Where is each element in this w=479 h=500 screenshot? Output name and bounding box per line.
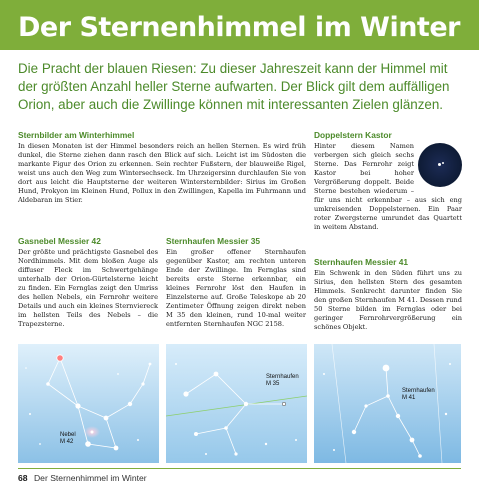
gemini-map-label-line2: M 35 (266, 381, 280, 387)
gemini-star-map (166, 344, 307, 463)
section-body-m35: Ein großer offener Sternhaufen gegenüber Kastor, am rechten unteren Ende der Zwillinge. Im Fernglas sind bereits erste Sterne erkennbar, ein kleines Fernrohr löst den Haufen in Einzelsterne auf. Große Teleskope ab 20 Zentimeter Öffnung zeigen direkt neben M 35 den kleinen, rund 10-mal weiter entfernten Sternhaufen NGC 2158. (166, 248, 306, 328)
kastor-star-b (442, 162, 444, 164)
section-title-m41: Sternhaufen Messier 41 (314, 257, 409, 267)
page-footer (18, 473, 147, 483)
section-body-sternbilder: In diesen Monaten ist der Himmel besonders reich an hellen Sternen. Es wird früh dunkel, die Sterne ziehen dann rasch den Blick auf sich. Leicht ist im Südosten die markante Figur des Orion zu erkennen. Sein rechter Fußstern, der blauweiße Rigel, weist uns auch den Weg zum Wintersechseck. Im Uhrzeigersinn durchlaufen Sie von dort aus leicht die Hauptsterne der weiteren Wintersternbilder: Sirius im Großen Hund, Prokyon im Kleinen Hund, Pollux in den Zwillingen, Kapella im Fuhrmann und Aldebaran im Stier. (18, 142, 306, 204)
page-number: 68 (18, 473, 28, 483)
section-title-m35: Sternhaufen Messier 35 (166, 236, 261, 246)
orion-map-label-line2: M 42 (60, 439, 74, 445)
section-sternbilder (18, 130, 306, 205)
section-body-m41: Ein Schwenk in den Süden führt uns zu Sirius, den hellsten Stern des gesamten Himmels. Senkrecht darunter finden Sie den großen Sternhaufen M 41. Dessen rund 50 Sterne bilden im Fernglas oder bei geringer Fernrohrvergrößerung ein schönes Objekt. (314, 269, 462, 331)
section-m35 (166, 236, 306, 329)
canis-major-star-map (314, 344, 461, 463)
kastor-star-a (438, 163, 441, 166)
intro-paragraph: Die Pracht der blauen Riesen: Zu dieser Jahreszeit kann der Himmel mit der größten Anzahl heller Sterne aufwarten. Der Blick gilt dem auffälligen Orion, aber auch die Zwillinge können mit interessanten Zielen glänzen. (18, 61, 450, 112)
section-m42 (18, 236, 158, 329)
section-body-kastor: Hinter diesem Namen verbergen sich gleich sechs Sterne. Das Fernrohr zeigt Kastor bei hoher Vergrößerung doppelt. Beide Sterne bestehen wiederum – für uns nicht erkennbar – aus sich eng umkreisenden Doppelsternen. Ein Paar roter Zwergsterne umrundet das Quartett in weitem Abstand. (314, 142, 462, 231)
kastor-telescope-image (418, 143, 462, 187)
orion-star-map (18, 344, 159, 463)
footer-divider (18, 468, 461, 469)
canis-map-label-line1: Sternhaufen (402, 388, 435, 394)
section-body-m42: Der größte und prächtigste Gasnebel des Nordhimmels. Mit dem bloßen Auge als diffuser Fleck im Schwertgehänge unterhalb der Orion-Gürtelsterne leicht zu finden. Ein Fernglas zeigt den Umriss des hellen Nebels, ein Fernrohr weitere Details und auch ein kleines Sternviereck im hellsten Teils des Nebels – die Trapezsterne. (18, 248, 158, 328)
section-title-m42: Gasnebel Messier 42 (18, 236, 101, 246)
orion-map-label-line1: Nebel (60, 432, 76, 438)
gemini-map-label-line1: Sternhaufen (266, 374, 299, 380)
page-title: Der Sternenhimmel im Winter (18, 12, 460, 43)
section-title-kastor: Doppelstern Kastor (314, 130, 392, 140)
section-title-sternbilder: Sternbilder am Winterhimmel (18, 130, 135, 140)
canis-map-label-line2: M 41 (402, 395, 416, 401)
running-title: Der Sternenhimmel im Winter (33, 473, 147, 483)
page-header-banner (0, 0, 479, 50)
section-kastor (314, 130, 462, 232)
section-m41 (314, 257, 462, 332)
